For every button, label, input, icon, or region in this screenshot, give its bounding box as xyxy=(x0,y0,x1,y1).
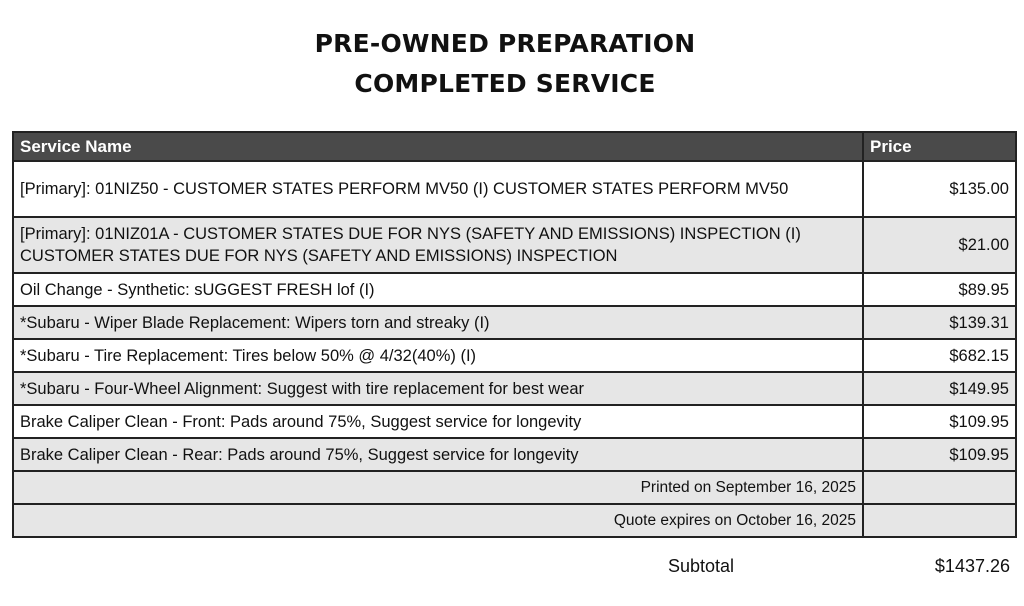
title-line-2: COMPLETED SERVICE xyxy=(354,69,656,98)
quote-expires-text: Quote expires on October 16, 2025 xyxy=(13,504,863,537)
document-title xyxy=(0,24,1010,104)
table-row xyxy=(13,217,1016,273)
table-row xyxy=(13,372,1016,405)
quote-expires-row xyxy=(13,504,1016,537)
service-name-cell: *Subaru - Tire Replacement: Tires below 50% @ 4/32(40%) (I) xyxy=(13,339,863,372)
price-cell: $135.00 xyxy=(863,161,1016,217)
price-cell: $139.31 xyxy=(863,306,1016,339)
service-name-cell: Brake Caliper Clean - Rear: Pads around 75%, Suggest service for longevity xyxy=(13,438,863,471)
column-header-price: Price xyxy=(863,132,1016,161)
table-row xyxy=(13,306,1016,339)
service-name-cell: Oil Change - Synthetic: sUGGEST FRESH lof (I) xyxy=(13,273,863,306)
table-row xyxy=(13,438,1016,471)
table-row xyxy=(13,339,1016,372)
table-row xyxy=(13,405,1016,438)
service-name-cell: Brake Caliper Clean - Front: Pads around 75%, Suggest service for longevity xyxy=(13,405,863,438)
price-cell: $89.95 xyxy=(863,273,1016,306)
empty-cell xyxy=(863,504,1016,537)
price-cell: $149.95 xyxy=(863,372,1016,405)
table-row xyxy=(13,273,1016,306)
subtotal-value: $1437.26 xyxy=(934,556,1010,576)
table-header-row xyxy=(13,132,1016,161)
service-name-cell: [Primary]: 01NIZ50 - CUSTOMER STATES PERFORM MV50 (I) CUSTOMER STATES PERFORM MV50 xyxy=(13,161,863,217)
price-cell: $682.15 xyxy=(863,339,1016,372)
printed-on-text: Printed on September 16, 2025 xyxy=(13,471,863,504)
empty-cell xyxy=(863,471,1016,504)
price-cell: $109.95 xyxy=(863,405,1016,438)
service-name-cell: *Subaru - Wiper Blade Replacement: Wipers torn and streaky (I) xyxy=(13,306,863,339)
subtotal-label: Subtotal xyxy=(668,556,735,576)
price-cell: $109.95 xyxy=(863,438,1016,471)
services-table xyxy=(12,131,1017,538)
price-cell: $21.00 xyxy=(863,217,1016,273)
service-name-cell: *Subaru - Four-Wheel Alignment: Suggest with tire replacement for best wear xyxy=(13,372,863,405)
title-line-1: PRE-OWNED PREPARATION xyxy=(314,29,696,58)
service-name-cell: [Primary]: 01NIZ01A - CUSTOMER STATES DUE FOR NYS (SAFETY AND EMISSIONS) INSPECTION (I) CUSTOMER STATES DUE FOR NYS (SAFETY AND EMISSIONS) INSPECTION xyxy=(13,217,863,273)
printed-on-row xyxy=(13,471,1016,504)
column-header-service-name: Service Name xyxy=(13,132,863,161)
table-row xyxy=(13,161,1016,217)
